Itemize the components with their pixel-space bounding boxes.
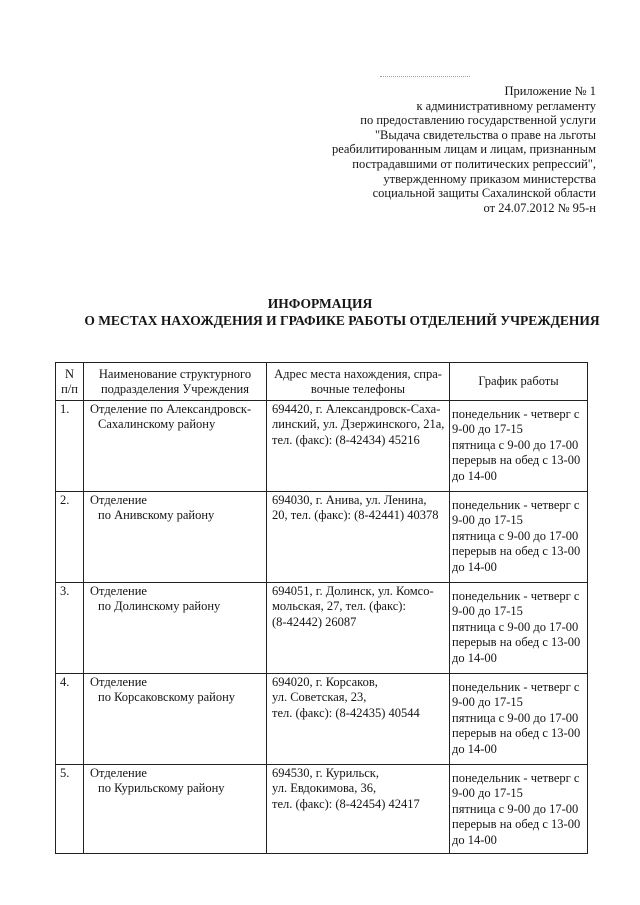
address-line: 694051, г. Долинск, ул. Комсо- <box>272 584 434 598</box>
schedule-line: пятница с 9-00 до 17-00 <box>452 619 579 634</box>
office-name-line: по Долинскому району <box>98 599 221 614</box>
schedule-line: до 14-00 <box>452 650 497 665</box>
address-line: 694030, г. Анива, ул. Ленина, <box>272 493 427 507</box>
header-number-line: N <box>64 366 75 381</box>
row-schedule <box>450 401 588 492</box>
address-line: линский, ул. Дзержинского, 21а, <box>272 417 445 432</box>
appendix-line: пострадавшими от политических репрессий", <box>352 156 596 171</box>
row-schedule <box>450 674 588 765</box>
schedule-line: 9-00 до 17-15 <box>452 604 523 619</box>
address-line: 694420, г. Александровск-Саха- <box>272 402 441 416</box>
row-office-name <box>84 765 267 854</box>
row-address <box>267 583 450 674</box>
row-schedule <box>450 492 588 583</box>
office-name-line: Отделение <box>90 493 147 507</box>
schedule-line: перерыв на обед с 13-00 <box>452 453 581 468</box>
row-address <box>267 674 450 765</box>
appendix-header <box>332 84 596 215</box>
appendix-line: реабилитированным лицам и лицам, признанным <box>331 142 596 157</box>
schedule-line: до 14-00 <box>452 741 497 756</box>
schedule-line: пятница с 9-00 до 17-00 <box>452 801 579 816</box>
header-address-line: вочные телефоны <box>310 381 406 396</box>
office-name-line: по Корсаковскому району <box>98 690 236 705</box>
address-line: 694020, г. Корсаков, <box>272 675 378 689</box>
header-name-line: Наименование структурного <box>98 366 252 381</box>
appendix-line: к административному регламенту <box>416 98 596 113</box>
address-line: тел. (факс): (8-42434) 45216 <box>272 432 420 447</box>
schedule-line: до 14-00 <box>452 468 497 483</box>
scan-artifact <box>380 76 470 80</box>
address-line: 694530, г. Курильск, <box>272 766 379 780</box>
appendix-line: "Выдача свидетельства о праве на льготы <box>374 127 596 142</box>
row-office-name <box>84 674 267 765</box>
address-line: (8-42442) 26087 <box>272 614 357 629</box>
row-number: 4. <box>56 674 84 765</box>
office-name-line: Отделение <box>90 584 147 598</box>
header-schedule: График работы <box>450 363 588 401</box>
offices-table <box>55 362 588 854</box>
appendix-line: от 24.07.2012 № 95-н <box>483 200 596 215</box>
schedule-line: пятница с 9-00 до 17-00 <box>452 710 579 725</box>
schedule-line: понедельник - четверг с <box>452 771 580 785</box>
office-name-line: Отделение <box>90 675 147 689</box>
schedule-line: пятница с 9-00 до 17-00 <box>452 437 579 452</box>
office-name-line: по Анивскому району <box>98 508 215 523</box>
schedule-line: пятница с 9-00 до 17-00 <box>452 528 579 543</box>
schedule-line: понедельник - четверг с <box>452 407 580 421</box>
office-name-line: Сахалинскому району <box>98 417 216 432</box>
address-line: 20, тел. (факс): (8-42441) 40378 <box>272 508 439 523</box>
address-line: тел. (факс): (8-42435) 40544 <box>272 705 420 720</box>
row-address <box>267 492 450 583</box>
office-name-line: Отделение по Александровск- <box>90 402 252 416</box>
row-number: 2. <box>56 492 84 583</box>
schedule-line: понедельник - четверг с <box>452 680 580 694</box>
schedule-line: перерыв на обед с 13-00 <box>452 817 581 832</box>
appendix-line: Приложение № 1 <box>504 84 596 98</box>
appendix-line: утвержденному приказом министерства <box>383 171 596 186</box>
schedule-line: 9-00 до 17-15 <box>452 513 523 528</box>
schedule-line: 9-00 до 17-15 <box>452 422 523 437</box>
office-name-line: по Курильскому району <box>98 781 225 796</box>
appendix-line: по предоставлению государственной услуги <box>360 113 596 128</box>
row-address <box>267 401 450 492</box>
table-row <box>56 492 588 583</box>
header-name <box>84 363 267 401</box>
schedule-line: до 14-00 <box>452 832 497 847</box>
row-schedule <box>450 765 588 854</box>
schedule-line: понедельник - четверг с <box>452 589 580 603</box>
appendix-line: социальной защиты Сахалинской области <box>372 186 596 201</box>
address-line: ул. Советская, 23, <box>272 690 367 705</box>
schedule-line: перерыв на обед с 13-00 <box>452 726 581 741</box>
address-line: тел. (факс): (8-42454) 42417 <box>272 796 420 811</box>
header-name-line: подразделения Учреждения <box>100 381 249 396</box>
schedule-line: перерыв на обед с 13-00 <box>452 544 581 559</box>
table-row <box>56 674 588 765</box>
header-address <box>267 363 450 401</box>
document-subtitle: О МЕСТАХ НАХОЖДЕНИЯ И ГРАФИКЕ РАБОТЫ ОТДЕЛЕНИЙ УЧРЕЖДЕНИЯ <box>84 313 600 328</box>
row-office-name <box>84 401 267 492</box>
header-number-line: п/п <box>61 381 78 396</box>
row-address <box>267 765 450 854</box>
schedule-line: понедельник - четверг с <box>452 498 580 512</box>
address-line: ул. Евдокимова, 36, <box>272 781 377 796</box>
row-number: 3. <box>56 583 84 674</box>
row-office-name <box>84 492 267 583</box>
schedule-line: перерыв на обед с 13-00 <box>452 635 581 650</box>
table-row <box>56 401 588 492</box>
address-line: мольская, 27, тел. (факс): <box>272 599 406 614</box>
row-office-name <box>84 583 267 674</box>
table-row <box>56 765 588 854</box>
row-schedule <box>450 583 588 674</box>
header-number <box>56 363 84 401</box>
header-address-line: Адрес места нахождения, спра- <box>274 366 442 381</box>
row-number: 5. <box>56 765 84 854</box>
schedule-line: 9-00 до 17-15 <box>452 786 523 801</box>
schedule-line: 9-00 до 17-15 <box>452 695 523 710</box>
table-header-row <box>56 363 588 401</box>
schedule-line: до 14-00 <box>452 559 497 574</box>
table-row <box>56 583 588 674</box>
document-title: ИНФОРМАЦИЯ <box>267 296 373 311</box>
row-number: 1. <box>56 401 84 492</box>
office-name-line: Отделение <box>90 766 147 780</box>
